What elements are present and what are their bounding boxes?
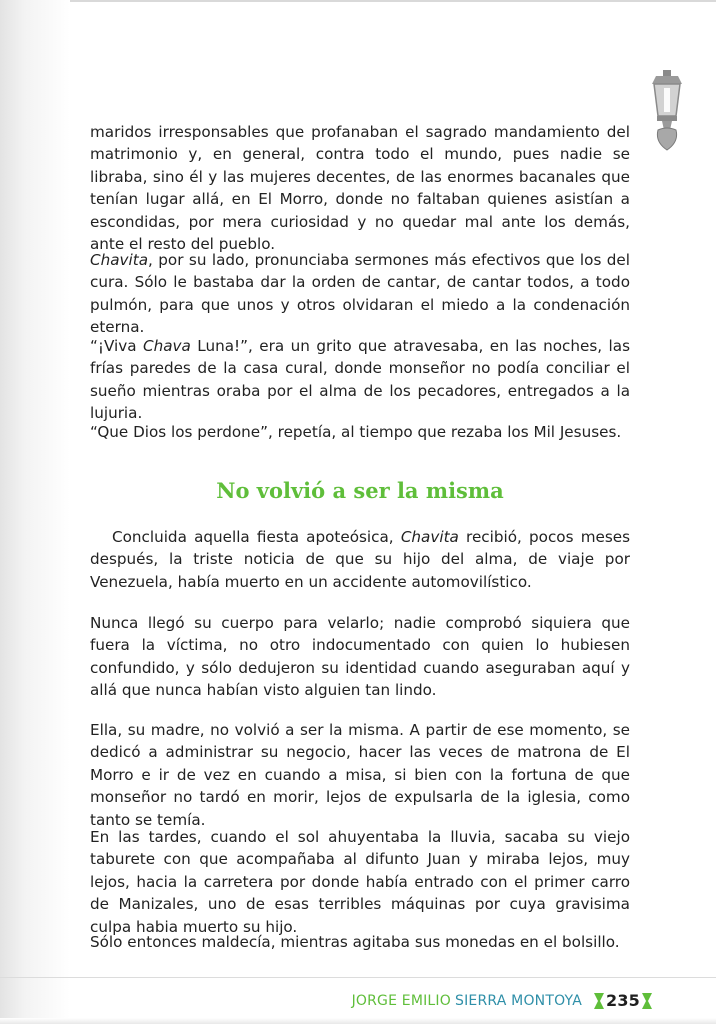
paragraph-4 [90,421,630,443]
paragraph-2-text: , por su lado, pronunciaba sermones más efectivos que los del cura. Sólo le bastaba dar la orden de cantar, de cantar todos, a todo pulmón, para que unos y otros olvidaran el miedo a la condenación eterna. [90,251,630,337]
footer-author-first: JORGE EMILIO [351,992,451,1009]
hourglass-ornament-icon [642,993,652,1009]
paragraph-7-text: Ella, su madre, no volvió a ser la misma. A partir de ese momento, se dedicó a administrar su negocio, hacer las veces de matrona de El Morro e ir de vez en cuando a misa, si bien con la fortuna de que monseñor no tardó en morir, lejos de expulsarla de la iglesia, como tanto se temía. [90,721,630,829]
paragraph-3-start: “¡Viva [90,337,143,355]
paragraph-7 [90,719,630,831]
street-lamp-icon [646,70,688,152]
paragraph-5-start: Concluida aquella fiesta apoteósica, [112,528,401,546]
paragraph-9-text: Sólo entonces maldecía, mientras agitaba sus monedas en el bolsillo. [90,933,620,951]
paragraph-3-italic: Chava [142,337,191,355]
paragraph-6-text: Nunca llegó su cuerpo para velarlo; nadie comprobó siquiera que fuera la víctima, no otro indocumentado con quien lo hubiesen confundido, y sólo dedujeron su identidad cuando aseguraban aquí y allá que nunca habían visto alguien tan lindo. [90,614,630,700]
page-gutter-shadow [0,0,70,1024]
paragraph-8-text: En las tardes, cuando el sol ahuyentaba la lluvia, sacaba su viejo taburete con que acompañaba al difunto Juan y miraba lejos, muy lejos, hacia la carretera por donde había entrado con el primer carro de Manizales, uno de esas terribles máquinas por cuya gravisima culpa habia muerto su hijo. [90,828,630,936]
paragraph-1 [90,121,630,255]
hourglass-ornament-icon [594,993,604,1009]
page-top-edge [0,0,716,2]
paragraph-6 [90,612,630,702]
footer-divider [0,977,716,978]
paragraph-5-italic: Chavita [400,528,459,546]
footer-author-last: SIERRA MONTOYA [455,992,582,1009]
paragraph-2 [90,249,630,339]
page-footer [352,991,652,1010]
paragraph-1-text: maridos irresponsables que profanaban el sagrado mandamiento del matrimonio y, en general, contra todo el mundo, pues nadie se libraba, sino él y las mujeres decentes, de las enormes bacanales que tenían lugar allá, en El Morro, donde no faltaban quienes asistían a escondidas, por mera curiosidad y no quedar mal ante los demás, ante el resto del pueblo. [90,123,630,254]
paragraph-2-italic: Chavita [90,251,149,269]
page-number: 235 [606,991,640,1010]
paragraph-3 [90,335,630,425]
paragraph-9 [90,931,630,953]
paragraph-5-text: recibió, pocos meses después, la triste noticia de que su hijo del alma, de viaje por Venezuela, había muerto en un accidente automovilístico. [90,528,630,591]
paragraph-4-text: “Que Dios los perdone”, repetía, al tiempo que rezaba los Mil Jesuses. [90,423,622,441]
paragraph-8 [90,826,630,938]
page-bottom-edge [0,1018,716,1024]
page-number-group [594,991,652,1010]
paragraph-3-text: Luna!”, era un grito que atravesaba, en las noches, las frías paredes de la casa cural, donde monseñor no podía conciliar el sueño mientras oraba por el alma de los pecadores, entregados a la lujuria. [90,337,630,423]
paragraph-5 [90,526,630,593]
section-heading: No volvió a ser la misma [216,478,504,503]
